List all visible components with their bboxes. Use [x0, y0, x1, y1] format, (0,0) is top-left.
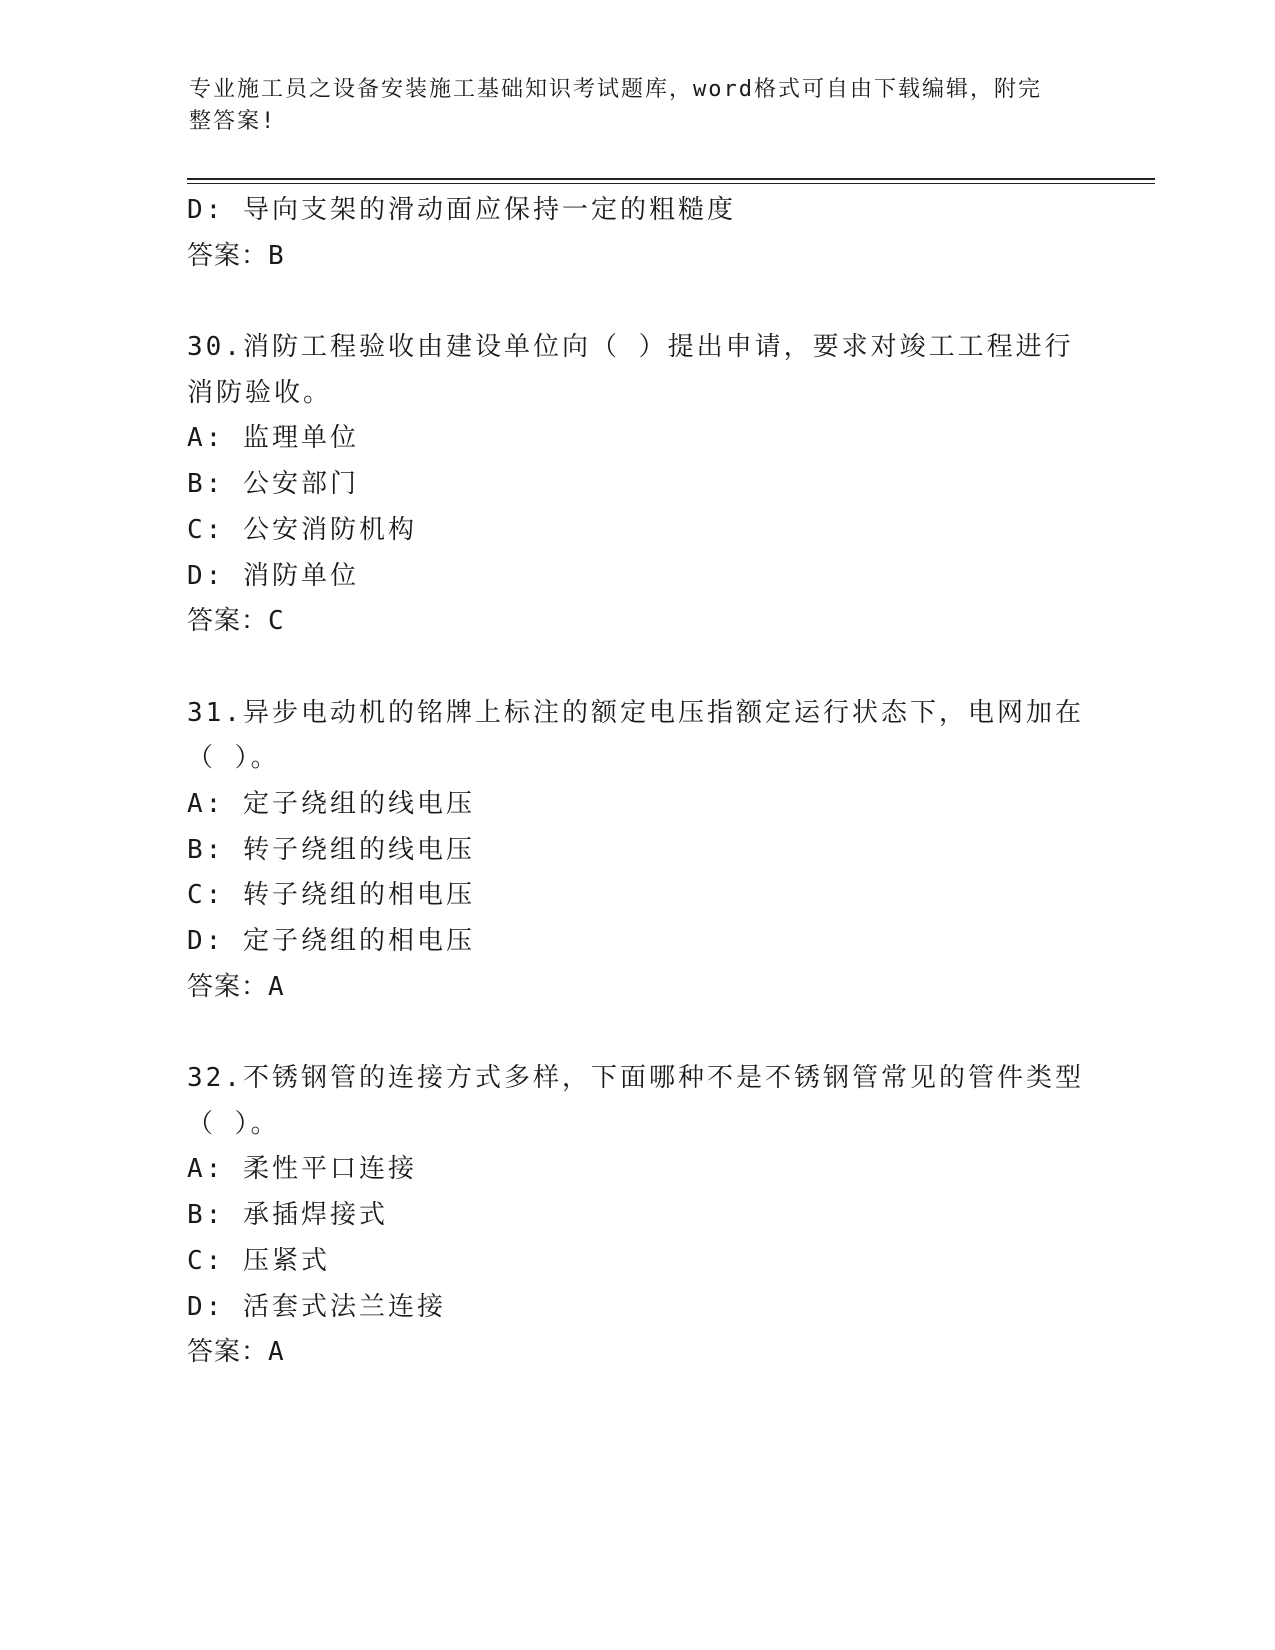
option-b: B: 公安部门	[187, 469, 359, 500]
question-stem: 31.异步电动机的铭牌上标注的额定电压指额定运行状态下，电网加在	[187, 697, 1084, 728]
answer-line: 答案：A	[187, 1337, 285, 1368]
option-d: D: 活套式法兰连接	[187, 1291, 446, 1322]
answer-line: 答案：B	[187, 240, 285, 271]
option-a: A: 柔性平口连接	[187, 1154, 417, 1185]
option-d: D: 消防单位	[187, 560, 359, 591]
spacer	[187, 645, 1087, 691]
option-c: C: 转子绕组的相电压	[187, 880, 475, 911]
previous-question-tail	[187, 188, 1087, 279]
header-divider-thin	[187, 183, 1155, 184]
question-stem-continued: （ ）。	[187, 743, 280, 774]
question-31	[187, 691, 1087, 1011]
option-a: A: 监理单位	[187, 423, 359, 454]
option-d: D: 导向支架的滑动面应保持一定的粗糙度	[187, 195, 736, 225]
spacer	[187, 1010, 1087, 1056]
header-line-1: 专业施工员之设备安装施工基础知识考试题库，word格式可自由下载编辑，附完	[189, 77, 1042, 102]
answer-line: 答案：C	[187, 606, 285, 637]
option-c: C: 公安消防机构	[187, 514, 417, 545]
option-b: B: 转子绕组的线电压	[187, 834, 475, 865]
answer-line: 答案：A	[187, 971, 285, 1002]
option-b: B: 承插焊接式	[187, 1200, 388, 1231]
question-stem-continued: （ ）。	[187, 1108, 280, 1139]
option-a: A: 定子绕组的线电压	[187, 788, 475, 819]
header-line-2: 整答案!	[189, 109, 277, 134]
question-30	[187, 325, 1087, 645]
question-list	[187, 188, 1087, 1376]
question-32	[187, 1056, 1087, 1376]
header-divider-thick	[187, 178, 1155, 180]
option-d: D: 定子绕组的相电压	[187, 926, 475, 956]
document-header	[189, 74, 1089, 138]
question-stem: 30.消防工程验收由建设单位向（ ）提出申请，要求对竣工工程进行	[187, 332, 1074, 363]
spacer	[187, 279, 1087, 325]
question-stem: 32.不锈钢管的连接方式多样，下面哪种不是不锈钢管常见的管件类型	[187, 1063, 1084, 1094]
question-stem-continued: 消防验收。	[187, 377, 333, 408]
option-c: C: 压紧式	[187, 1245, 330, 1276]
